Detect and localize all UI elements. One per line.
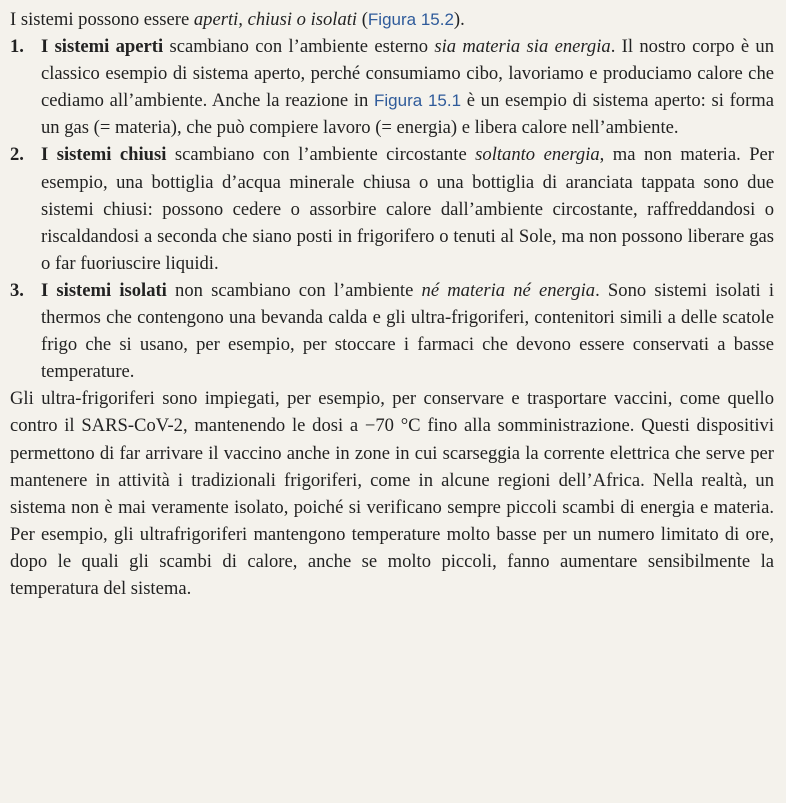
item-emphasis: sia materia sia energia bbox=[434, 36, 611, 58]
item-term: I sistemi aperti bbox=[41, 36, 164, 58]
intro-emphasis: aperti, chiusi o isolati bbox=[193, 9, 358, 30]
item-emphasis: né materia né energia bbox=[421, 279, 596, 301]
list-item-open-systems bbox=[10, 33, 774, 141]
intro-text: I sistemi possono essere bbox=[10, 9, 194, 30]
item-term: I sistemi chiusi bbox=[41, 144, 167, 166]
item-number: 1. bbox=[10, 36, 24, 58]
intro-paren-open: ( bbox=[357, 9, 368, 30]
item-term: I sistemi isolati bbox=[41, 279, 167, 301]
item-text: . Il nostro corpo è un classico esempio di sistema aperto, perché consumiamo cibo, lavoriamo e produciamo calore che cediamo all’ambiente. Anche la reazione in bbox=[41, 36, 774, 112]
systems-list bbox=[10, 33, 774, 385]
figure-reference[interactable]: Figura 15.2 bbox=[367, 10, 454, 29]
list-item-isolated-systems bbox=[10, 277, 774, 385]
list-item-closed-systems bbox=[10, 141, 774, 276]
item-text: scambiano con l’ambiente circostante bbox=[166, 144, 476, 166]
intro-sentence bbox=[10, 6, 774, 33]
figure-reference[interactable]: Figura 15.1 bbox=[374, 91, 462, 111]
item-number: 3. bbox=[10, 279, 24, 301]
item-text: è un esempio di sistema aperto: si forma un gas (= materia), che può compiere lavoro (= energia) e libera calore nell’ambiente. bbox=[41, 90, 775, 139]
item-text: . Sono sistemi isolati i thermos che contengono una bevanda calda e gli ultra-frigoriferi, contenitori simili a delle scatole frigo che si usano, per esempio, per stoccare i farmaci che devono essere conservati a basse temperature. bbox=[41, 279, 775, 383]
closing-paragraph: Gli ultra-frigoriferi sono impiegati, per esempio, per conservare e trasportare vaccini, come quello contro il SARS-CoV-2, mantenendo le dosi a −70 °C fino alla somministrazione. Questi dispositivi permettono di far arrivare il vaccino anche in zone in cui scarseggia la corrente elettrica che serve per mantenere in attività i tradizionali frigoriferi, come in alcune regioni dell’Africa. Nella realtà, un sistema non è mai veramente isolato, poiché si verificano sempre piccoli scambi di energia e materia. Per esempio, gli ultrafrigoriferi mantengono temperature molto basse per un numero limitato di ore, dopo le quali gli scambi di calore, anche se molto piccoli, fanno aumentare sensibilmente la temperatura del sistema. bbox=[10, 388, 774, 599]
item-text: non scambiano con l’ambiente bbox=[166, 279, 422, 301]
intro-paren-close: ). bbox=[453, 9, 465, 30]
item-text: , ma non materia. Per esempio, una bottiglia d’acqua minerale chiusa o una bottiglia di aranciata tappata sono due sistemi chiusi: possono cedere o assorbire calore dall’ambiente circostante, raffreddandosi o riscaldandosi a seconda che siano posti in frigorifero o tenuti al Sole, ma non possono liberare gas o far fuoriuscire liquidi. bbox=[41, 144, 774, 274]
item-emphasis: soltanto energia bbox=[475, 144, 600, 166]
item-text: scambiano con l’ambiente esterno bbox=[163, 36, 435, 58]
item-number: 2. bbox=[10, 144, 24, 166]
